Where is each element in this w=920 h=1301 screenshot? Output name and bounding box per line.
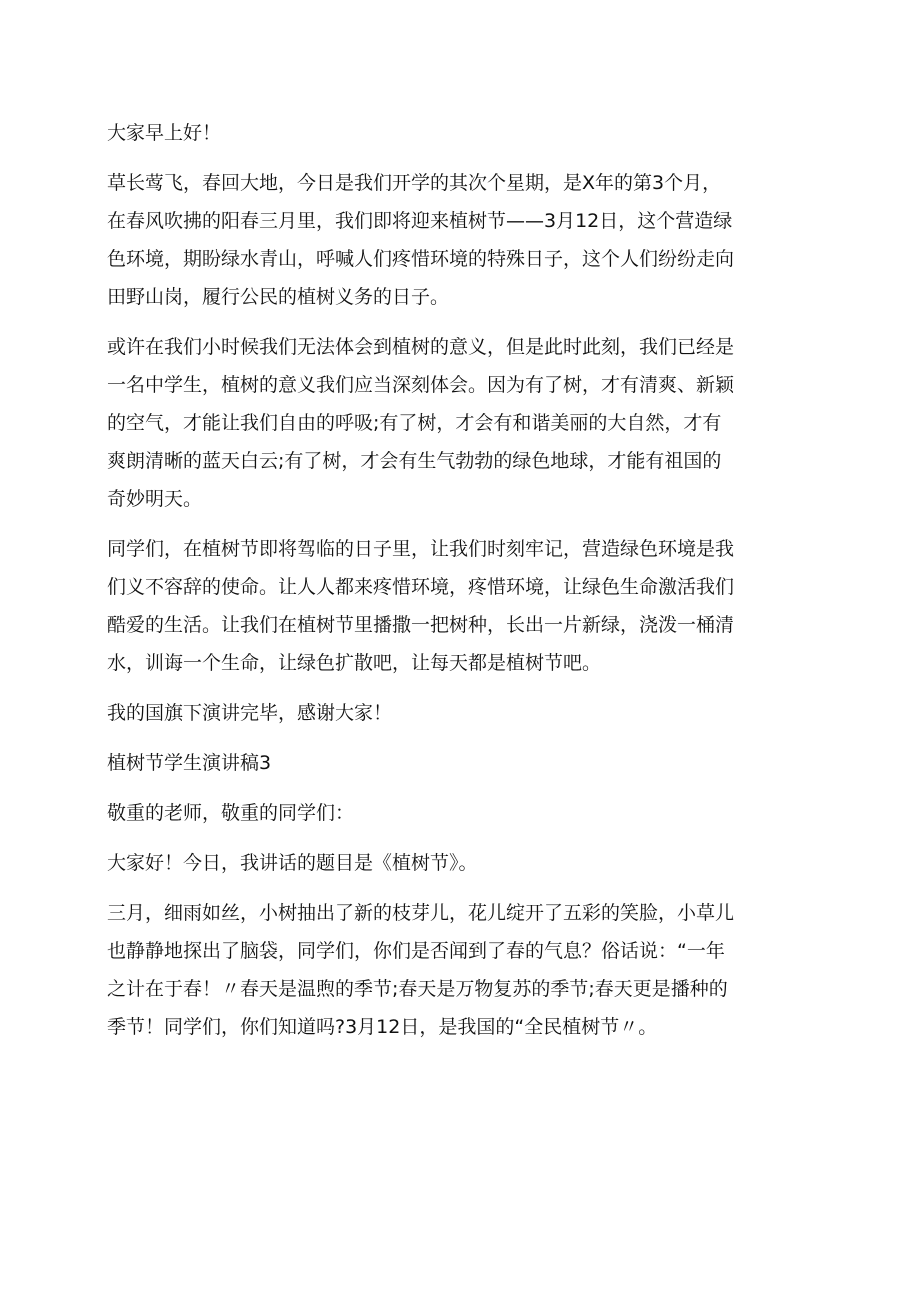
text-line: 酷爱的生活。让我们在植树节里播撒一把树种，长出一片新绿，浇泼一桶清 <box>107 614 735 636</box>
paragraph <box>107 894 807 1046</box>
paragraph <box>107 164 807 316</box>
paragraph <box>107 114 807 152</box>
text-line: 大家早上好！ <box>107 122 222 144</box>
document-body <box>107 114 807 1058</box>
text-line: 季节！同学们，你们知道吗?3月12日，是我国的“全民植树节〃。 <box>107 1016 658 1038</box>
text-line: 色环境，期盼绿水青山，呼喊人们疼惜环境的特殊日子，这个人们纷纷走向 <box>107 248 735 270</box>
text-line: 同学们，在植树节即将驾临的日子里，让我们时刻牢记，营造绿色环境是我 <box>107 538 735 560</box>
text-line: 的空气，才能让我们自由的呼吸;有了树，才会有和谐美丽的大自然，才有 <box>107 412 722 434</box>
text-line: 大家好！今日，我讲话的题目是《植树节》。 <box>107 852 478 874</box>
text-line: 或许在我们小时候我们无法体会到植树的意义，但是此时此刻，我们已经是 <box>107 336 735 358</box>
text-line: 一名中学生，植树的意义我们应当深刻体会。因为有了树，才有清爽、新颖 <box>107 374 735 396</box>
text-line: 们义不容辞的使命。让人人都来疼惜环境，疼惜环境，让绿色生命激活我们 <box>107 576 735 598</box>
text-line: 水，训诲一个生命，让绿色扩散吧，让每天都是植树节吧。 <box>107 652 602 674</box>
text-line: 三月，细雨如丝，小树抽出了新的枝芽儿，花儿绽开了五彩的笑脸，小草儿 <box>107 902 735 924</box>
paragraph <box>107 694 807 732</box>
text-line: 之计在于春！〃春天是温煦的季节;春天是万物复苏的季节;春天更是播种的 <box>107 978 728 1000</box>
text-line: 敬重的老师，敬重的同学们： <box>107 802 355 824</box>
text-line: 在春风吹拂的阳春三月里，我们即将迎来植树节——3月12日，这个营造绿 <box>107 210 733 232</box>
paragraph <box>107 328 807 518</box>
text-line: 奇妙明天。 <box>107 488 203 510</box>
text-line: 爽朗清晰的蓝天白云;有了树，才会有生气勃勃的绿色地球，才能有祖国的 <box>107 450 722 472</box>
paragraph <box>107 794 807 832</box>
text-line: 我的国旗下演讲完毕，感谢大家！ <box>107 702 393 724</box>
paragraph <box>107 844 807 882</box>
text-line: 也静静地探出了脑袋，同学们，你们是否闻到了春的气息？俗话说：“一年 <box>107 940 725 962</box>
paragraph <box>107 530 807 682</box>
text-line: 植树节学生演讲稿3 <box>107 752 272 774</box>
text-line: 草长莺飞，春回大地，今日是我们开学的其次个星期，是X年的第3个月， <box>107 172 722 194</box>
text-line: 田野山岗，履行公民的植树义务的日子。 <box>107 286 450 308</box>
paragraph <box>107 744 807 782</box>
